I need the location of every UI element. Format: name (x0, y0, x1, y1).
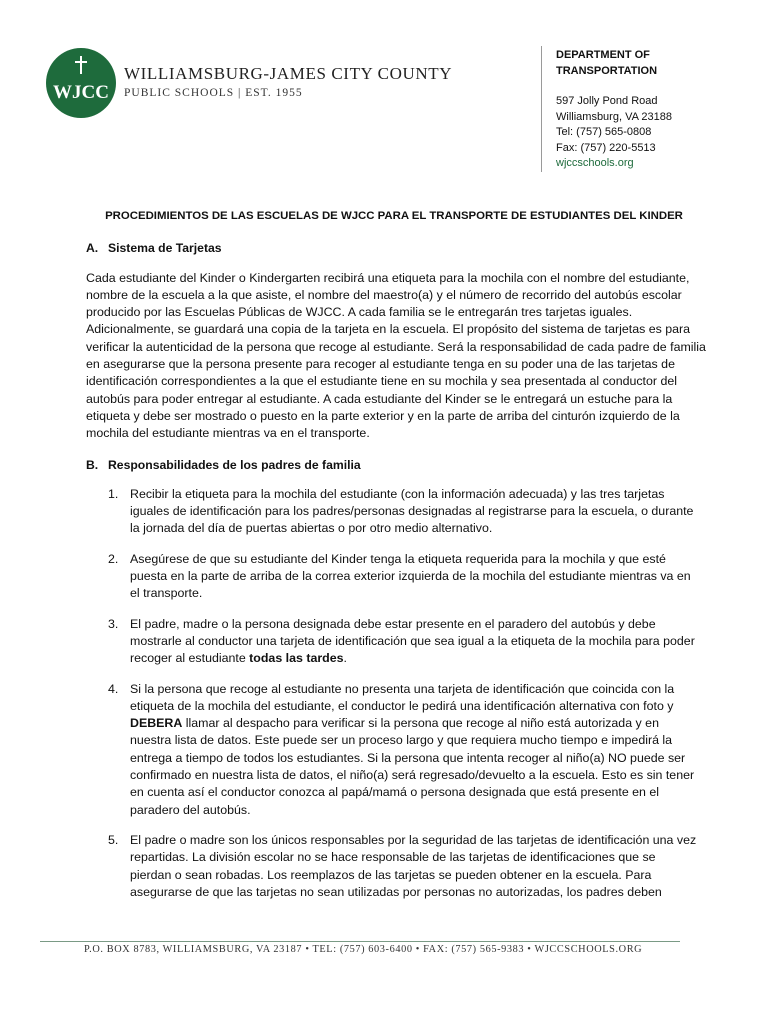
list-item (86, 551, 706, 603)
list-item-text: Si la persona que recoge al estudiante no presenta una tarjeta de identificación que coincida con la etiqueta de la mochila del estudiante, el conductor le pedirá una identificación alternativa con foto y (130, 681, 675, 713)
department-line-2: TRANSPORTATION (556, 64, 658, 77)
address-line-1: 597 Jolly Pond Road (556, 95, 658, 107)
list-item-text: El padre, madre o la persona designada debe estar presente en el paradero del autobús y debe mostrarle al conductor una tarjeta de identificación que sea igual a la etiqueta de la mochila para poder recoger al estudiante (130, 616, 695, 666)
list-item-number: 4. (108, 681, 119, 696)
telephone: Tel: (757) 565-0808 (556, 126, 652, 138)
section-b-title: Responsabilidades de los padres de familia (108, 457, 361, 472)
logo-text: WJCC (53, 82, 109, 103)
website-link[interactable]: wjccschools.org (556, 157, 634, 169)
section-b-heading (86, 457, 706, 474)
fax: Fax: (757) 220-5513 (556, 141, 656, 154)
org-subtitle: PUBLIC SCHOOLS | EST. 1955 (124, 87, 303, 99)
list-item-text-end: llamar al despacho para verificar si la persona que recoge al niño está autorizada y en nuestra lista de datos. Este puede ser un proceso largo y que requiera mucho tiempo e impedirá la entrega a tiempo de todos los estudiantes. Si la persona que intenta recoger al niño(a) NO puede ser confirmado en nuestra lista de datos, el niño(a) será regresado/devuelto a la escuela. Esto es sin tener en cuenta así el conductor conozca al papá/mamá o persona designada que está presente en el paradero del autobús. (130, 716, 695, 817)
section-a-title: Sistema de Tarjetas (108, 241, 222, 256)
list-item (86, 832, 706, 901)
document-title: PROCEDIMIENTOS DE LAS ESCUELAS DE WJCC PARA EL TRANSPORTE DE ESTUDIANTES DEL KINDER (105, 210, 683, 222)
section-b-letter: B. (86, 457, 99, 472)
list-item-number: 2. (108, 551, 119, 566)
contact-block (556, 94, 756, 172)
list-item-text: El padre o madre son los únicos responsables por la seguridad de las tarjetas de identificación una vez repartidas. La división escolar no se hace responsable de las tarjetas de identificaciones que se pierdan o sean robadas. Los reemplazos de las tarjetas se pueden obtener en la escuela. Para asegurarse de que las tarjetas no sean utilizadas por personas no autorizadas, los padres deben (130, 832, 697, 899)
section-a-paragraph: Cada estudiante del Kinder o Kindergarten recibirá una etiqueta para la mochila con el nombre del estudiante, nombre de la escuela a la que asiste, el nombre del maestro(a) y el número de recorrido del autobús escolar producido por las Escuelas Públicas de WJCC. A cada familia se le entregarán tres tarjetas iguales. Adicionalmente, se guardará una copia de la tarjeta en la escuela. El propósito del sistema de tarjetas es para verificar la autenticidad de la persona que recoge al estudiante. Será la responsabilidad de cada padre de familia en asegurarse que la persona presente para recoger al estudiante tenga en su poder una de las tarjetas de identificación correspondientes a la que el estudiante tiene en su mochila y sea presentada al conductor del autobús para poder entregar al estudiante. A cada estudiante del Kinder se le entregará un estuche para la etiqueta y debe ser mostrado o puesto en la parte exterior y en la parte de arriba del cinturón izquierdo de la mochila del estudiante mientras va en el transporte. (86, 270, 706, 441)
list-item-emphasis: DEBERA (130, 716, 183, 731)
list-item-number: 5. (108, 832, 119, 847)
address-line-2: Williamsburg, VA 23188 (556, 110, 672, 123)
responsibilities-list (86, 486, 706, 901)
header-divider (541, 46, 542, 172)
department-line-1: DEPARTMENT OF (556, 49, 650, 61)
list-item (86, 681, 706, 819)
section-a-heading (86, 240, 706, 257)
list-item-text-end: . (343, 651, 347, 666)
org-name: WILLIAMSBURG-JAMES CITY COUNTY (124, 64, 453, 83)
footer-contact: P.O. BOX 8783, WILLIAMSBURG, VA 23187 • TEL: (757) 603-6400 • FAX: (757) 565-9383 • WJCCSCHOOLS.ORG (84, 944, 643, 955)
wjcc-logo (46, 48, 116, 118)
list-item-emphasis: todas las tardes (249, 651, 344, 666)
department-block (556, 48, 756, 79)
document-body (86, 208, 706, 914)
list-item-number: 1. (108, 486, 119, 501)
list-item-number: 3. (108, 616, 119, 631)
list-item (86, 616, 706, 668)
section-a-letter: A. (86, 241, 99, 256)
list-item-text: Asegúrese de que su estudiante del Kinder tenga la etiqueta requerida para la mochila y que esté puesta en la parte de arriba de la correa exterior izquierda de la mochila del estudiante mientras va en el transporte. (130, 551, 691, 601)
footer-divider (40, 941, 680, 942)
list-item (86, 486, 706, 538)
list-item-text: Recibir la etiqueta para la mochila del estudiante (con la información adecuada) y las tres tarjetas iguales de identificación para los padres/personas designadas al registrarse para la escuela, o durante la jornada del día de puertas abiertas o por otro medio alternativo. (130, 486, 694, 536)
